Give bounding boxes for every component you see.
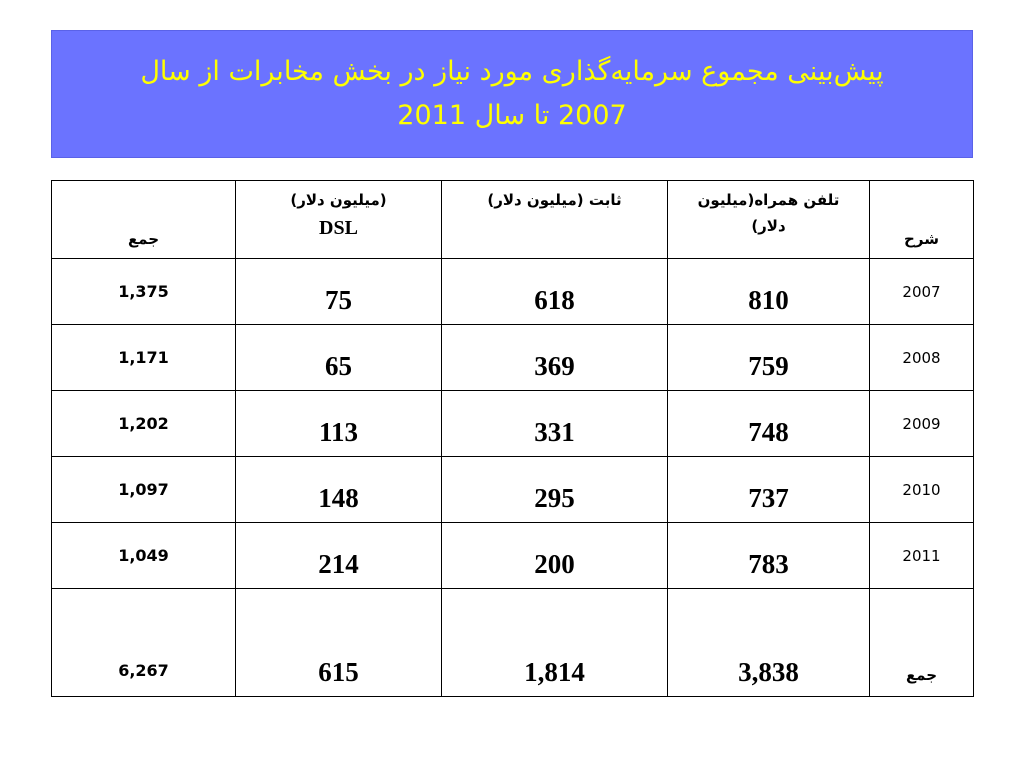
row-year: 2008	[870, 325, 974, 391]
header-dsl-label: DSL	[319, 217, 358, 239]
row-mobile: 748	[668, 391, 870, 457]
row-mobile: 759	[668, 325, 870, 391]
row-dsl: 148	[236, 457, 442, 523]
row-year: 2010	[870, 457, 974, 523]
table-row	[52, 523, 974, 589]
row-sum: 1,097	[52, 457, 236, 523]
header-sum-label: جمع	[127, 230, 160, 248]
total-label: جمع	[870, 589, 974, 697]
table-row	[52, 391, 974, 457]
table-total-row	[52, 589, 974, 697]
table-row	[52, 457, 974, 523]
title-line-2: 2007 تا سال 2011	[397, 100, 627, 131]
header-mobile-line-1: تلفن همراه(میلیون	[697, 191, 840, 209]
row-sum: 1,202	[52, 391, 236, 457]
row-year: 2007	[870, 259, 974, 325]
table-row	[52, 259, 974, 325]
row-sum: 1,375	[52, 259, 236, 325]
header-description-label: شرح	[904, 230, 939, 248]
header-dsl	[236, 181, 442, 259]
row-year: 2009	[870, 391, 974, 457]
investment-table	[51, 180, 974, 697]
row-fixed: 295	[442, 457, 668, 523]
row-mobile: 783	[668, 523, 870, 589]
header-dsl-unit: (میلیون دلار)	[290, 191, 387, 209]
header-sum	[52, 181, 236, 259]
total-mobile: 3,838	[668, 589, 870, 697]
row-fixed: 369	[442, 325, 668, 391]
row-year: 2011	[870, 523, 974, 589]
table-header-row	[52, 181, 974, 259]
row-dsl: 113	[236, 391, 442, 457]
title-banner	[51, 30, 973, 158]
row-fixed: 200	[442, 523, 668, 589]
header-mobile	[668, 181, 870, 259]
row-sum: 1,049	[52, 523, 236, 589]
row-fixed: 618	[442, 259, 668, 325]
total-fixed: 1,814	[442, 589, 668, 697]
row-mobile: 737	[668, 457, 870, 523]
header-fixed-label: ثابت (میلیون دلار)	[487, 191, 622, 209]
header-mobile-line-2: دلار)	[751, 217, 786, 235]
table-row	[52, 325, 974, 391]
row-fixed: 331	[442, 391, 668, 457]
total-sum: 6,267	[52, 589, 236, 697]
header-fixed	[442, 181, 668, 259]
row-dsl: 75	[236, 259, 442, 325]
title-line-1: پیش‌بینی مجموع سرمایه‌گذاری مورد نیاز در بخش مخابرات از سال	[140, 56, 884, 87]
row-dsl: 214	[236, 523, 442, 589]
header-description	[870, 181, 974, 259]
total-dsl: 615	[236, 589, 442, 697]
row-sum: 1,171	[52, 325, 236, 391]
row-dsl: 65	[236, 325, 442, 391]
row-mobile: 810	[668, 259, 870, 325]
